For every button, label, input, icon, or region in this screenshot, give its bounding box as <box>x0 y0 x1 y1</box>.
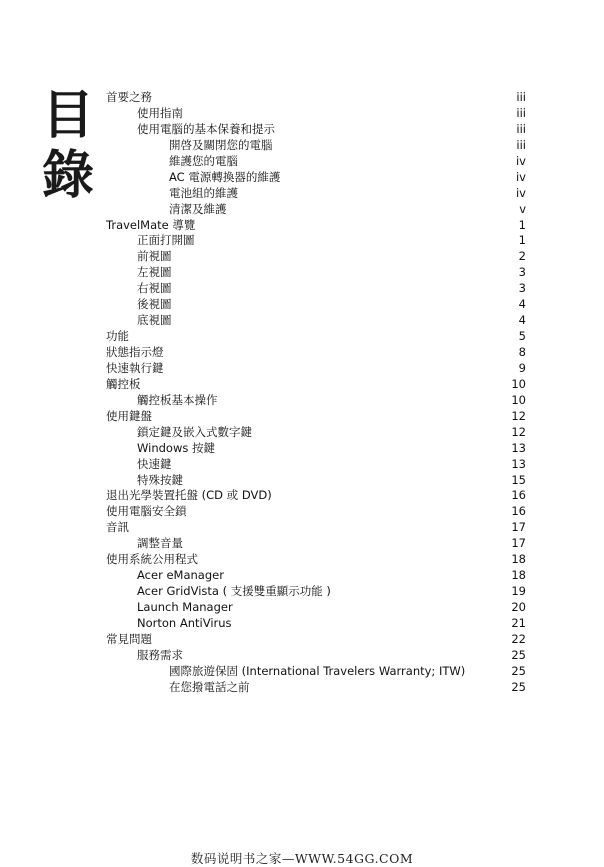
toc-entry[interactable] <box>106 329 526 345</box>
toc-entry-page: 12 <box>511 408 526 423</box>
toc-entry[interactable] <box>106 393 526 409</box>
toc-entry-label: 快速執行鍵 <box>106 360 164 375</box>
toc-entry-page: 3 <box>518 281 526 296</box>
toc-entry-page: iv <box>515 185 526 200</box>
toc-entry-label: AC 電源轉換器的維護 <box>169 169 281 184</box>
toc-entry[interactable] <box>106 313 526 329</box>
toc-entry-label: 服務需求 <box>137 647 183 662</box>
toc-entry-label: 清潔及維護 <box>169 201 227 216</box>
toc-entry-label: 音訊 <box>106 520 129 535</box>
toc-entry-label: 使用電腦的基本保養和提示 <box>137 121 275 136</box>
toc-entry[interactable] <box>106 106 526 122</box>
toc-entry[interactable] <box>106 504 526 520</box>
toc-entry-page: 2 <box>518 249 526 264</box>
toc-entry-label: 使用鍵盤 <box>106 408 152 423</box>
toc-entry-label: 調整音量 <box>137 536 183 551</box>
toc-entry[interactable] <box>106 488 526 504</box>
toc-entry-page: 25 <box>511 647 526 662</box>
toc-entry-label: 退出光學裝置托盤 (CD 或 DVD) <box>106 488 272 503</box>
toc-entry-page: 8 <box>518 345 526 359</box>
toc-entry[interactable] <box>106 473 526 489</box>
toc-entry-page: 18 <box>511 552 526 567</box>
toc-entry[interactable] <box>106 265 526 281</box>
toc-entry[interactable] <box>106 457 526 473</box>
toc-entry[interactable] <box>106 600 526 616</box>
toc-entry-page: 1 <box>518 217 526 232</box>
toc-entry-page: 18 <box>511 568 526 583</box>
toc-entry-page: 17 <box>511 520 526 535</box>
toc-entry[interactable] <box>106 233 526 249</box>
toc-entry[interactable] <box>106 616 526 632</box>
toc-entry-label: 開啓及關閉您的電腦 <box>169 137 273 152</box>
toc-entry-label: 在您撥電話之前 <box>169 679 250 694</box>
toc-entry-label: 右視圖 <box>137 281 172 296</box>
toc-entry-page: 1 <box>518 233 526 248</box>
toc-entry[interactable] <box>106 138 526 154</box>
toc-entry-page: iii <box>516 105 526 120</box>
toc-entry-label: Windows 按鍵 <box>137 440 215 455</box>
toc-entry[interactable] <box>106 425 526 441</box>
toc-entry[interactable] <box>106 632 526 648</box>
toc-entry-page: 4 <box>518 313 526 328</box>
toc-entry[interactable] <box>106 664 526 680</box>
toc-entry[interactable] <box>106 345 526 361</box>
toc-entry[interactable] <box>106 536 526 552</box>
toc-entry[interactable] <box>106 680 526 696</box>
toc-entry[interactable] <box>106 122 526 138</box>
toc-entry[interactable] <box>106 361 526 377</box>
toc-entry-label: 使用電腦安全鎖 <box>106 504 187 519</box>
toc-entry-page: 25 <box>511 663 526 678</box>
toc-entry-label: 功能 <box>106 329 129 344</box>
toc-entry[interactable] <box>106 648 526 664</box>
toc-entry-page: iv <box>515 153 526 168</box>
toc-entry-page: iv <box>515 169 526 184</box>
toc-entry-page: iii <box>516 121 526 136</box>
toc-entry-page: 16 <box>511 504 526 519</box>
toc-entry-label: 國際旅遊保固 (International Travelers Warranty; ITW) <box>169 663 466 678</box>
toc-entry-page: 3 <box>518 265 526 280</box>
toc-entry[interactable] <box>106 249 526 265</box>
toc-entry-label: 狀態指示燈 <box>106 345 164 359</box>
toc-entry[interactable] <box>106 568 526 584</box>
toc-entry-page: v <box>519 201 526 216</box>
toc-entry[interactable] <box>106 297 526 313</box>
toc-entry-page: 21 <box>511 615 526 630</box>
toc-entry-label: TravelMate 導覽 <box>106 217 196 232</box>
toc-entry-page: 15 <box>511 472 526 487</box>
toc-entry[interactable] <box>106 218 526 234</box>
toc-entry-label: 快速鍵 <box>137 456 172 471</box>
toc-entry-label: 觸控板 <box>106 376 141 391</box>
toc-entry-label: Acer GridVista ( 支援雙重顯示功能 ) <box>137 584 331 599</box>
toc-heading-char-2: 錄 <box>41 146 94 206</box>
toc-entry-label: 維護您的電腦 <box>169 153 238 168</box>
toc-entry-page: 10 <box>511 376 526 391</box>
toc-entry[interactable] <box>106 552 526 568</box>
toc-entry[interactable] <box>106 584 526 600</box>
toc-list <box>106 90 526 696</box>
toc-heading-char-1: 目 <box>41 86 94 146</box>
toc-entry[interactable] <box>106 170 526 186</box>
toc-entry-label: 電池組的維護 <box>169 185 238 200</box>
toc-entry-page: 20 <box>511 600 526 614</box>
toc-entry-label: 常見問題 <box>106 631 152 646</box>
toc-entry[interactable] <box>106 202 526 218</box>
toc-entry-label: 特殊按鍵 <box>137 472 183 487</box>
toc-entry-label: 鎖定鍵及嵌入式數字鍵 <box>137 424 252 439</box>
toc-entry-label: 首要之務 <box>106 90 152 104</box>
toc-entry-page: 22 <box>511 631 526 646</box>
toc-entry-page: iii <box>516 90 526 104</box>
toc-entry-page: 10 <box>511 392 526 407</box>
toc-entry[interactable] <box>106 441 526 457</box>
toc-entry-label: 左視圖 <box>137 265 172 280</box>
toc-entry-label: 後視圖 <box>137 297 172 312</box>
toc-entry-label: 前視圖 <box>137 249 172 264</box>
footer-watermark: 数码说明书之家—WWW.54GG.COM <box>190 851 414 866</box>
toc-entry-page: 25 <box>511 679 526 694</box>
toc-entry-page: iii <box>516 137 526 152</box>
toc-entry-page: 4 <box>518 297 526 312</box>
toc-entry-label: 使用指南 <box>137 105 183 120</box>
toc-entry[interactable] <box>106 186 526 202</box>
toc-entry[interactable] <box>106 281 526 297</box>
toc-entry-label: 底視圖 <box>137 313 172 328</box>
toc-entry[interactable] <box>106 154 526 170</box>
toc-entry[interactable] <box>106 520 526 536</box>
toc-entry-label: Acer eManager <box>137 568 224 583</box>
toc-entry-label: Norton AntiVirus <box>137 615 232 630</box>
toc-entry[interactable] <box>106 409 526 425</box>
toc-entry-page: 19 <box>511 584 526 599</box>
toc-entry[interactable] <box>106 377 526 393</box>
toc-heading <box>40 86 96 206</box>
toc-entry-label: 觸控板基本操作 <box>137 392 218 407</box>
toc-entry[interactable] <box>106 90 526 106</box>
toc-entry-page: 17 <box>511 536 526 551</box>
toc-entry-label: 使用系統公用程式 <box>106 552 198 567</box>
toc-entry-page: 5 <box>518 329 526 344</box>
toc-entry-page: 13 <box>511 440 526 455</box>
toc-entry-page: 12 <box>511 424 526 439</box>
toc-entry-label: 正面打開圖 <box>137 233 195 248</box>
toc-entry-page: 16 <box>511 488 526 503</box>
toc-entry-page: 9 <box>518 360 526 375</box>
toc-entry-label: Launch Manager <box>137 600 233 614</box>
toc-entry-page: 13 <box>511 456 526 471</box>
